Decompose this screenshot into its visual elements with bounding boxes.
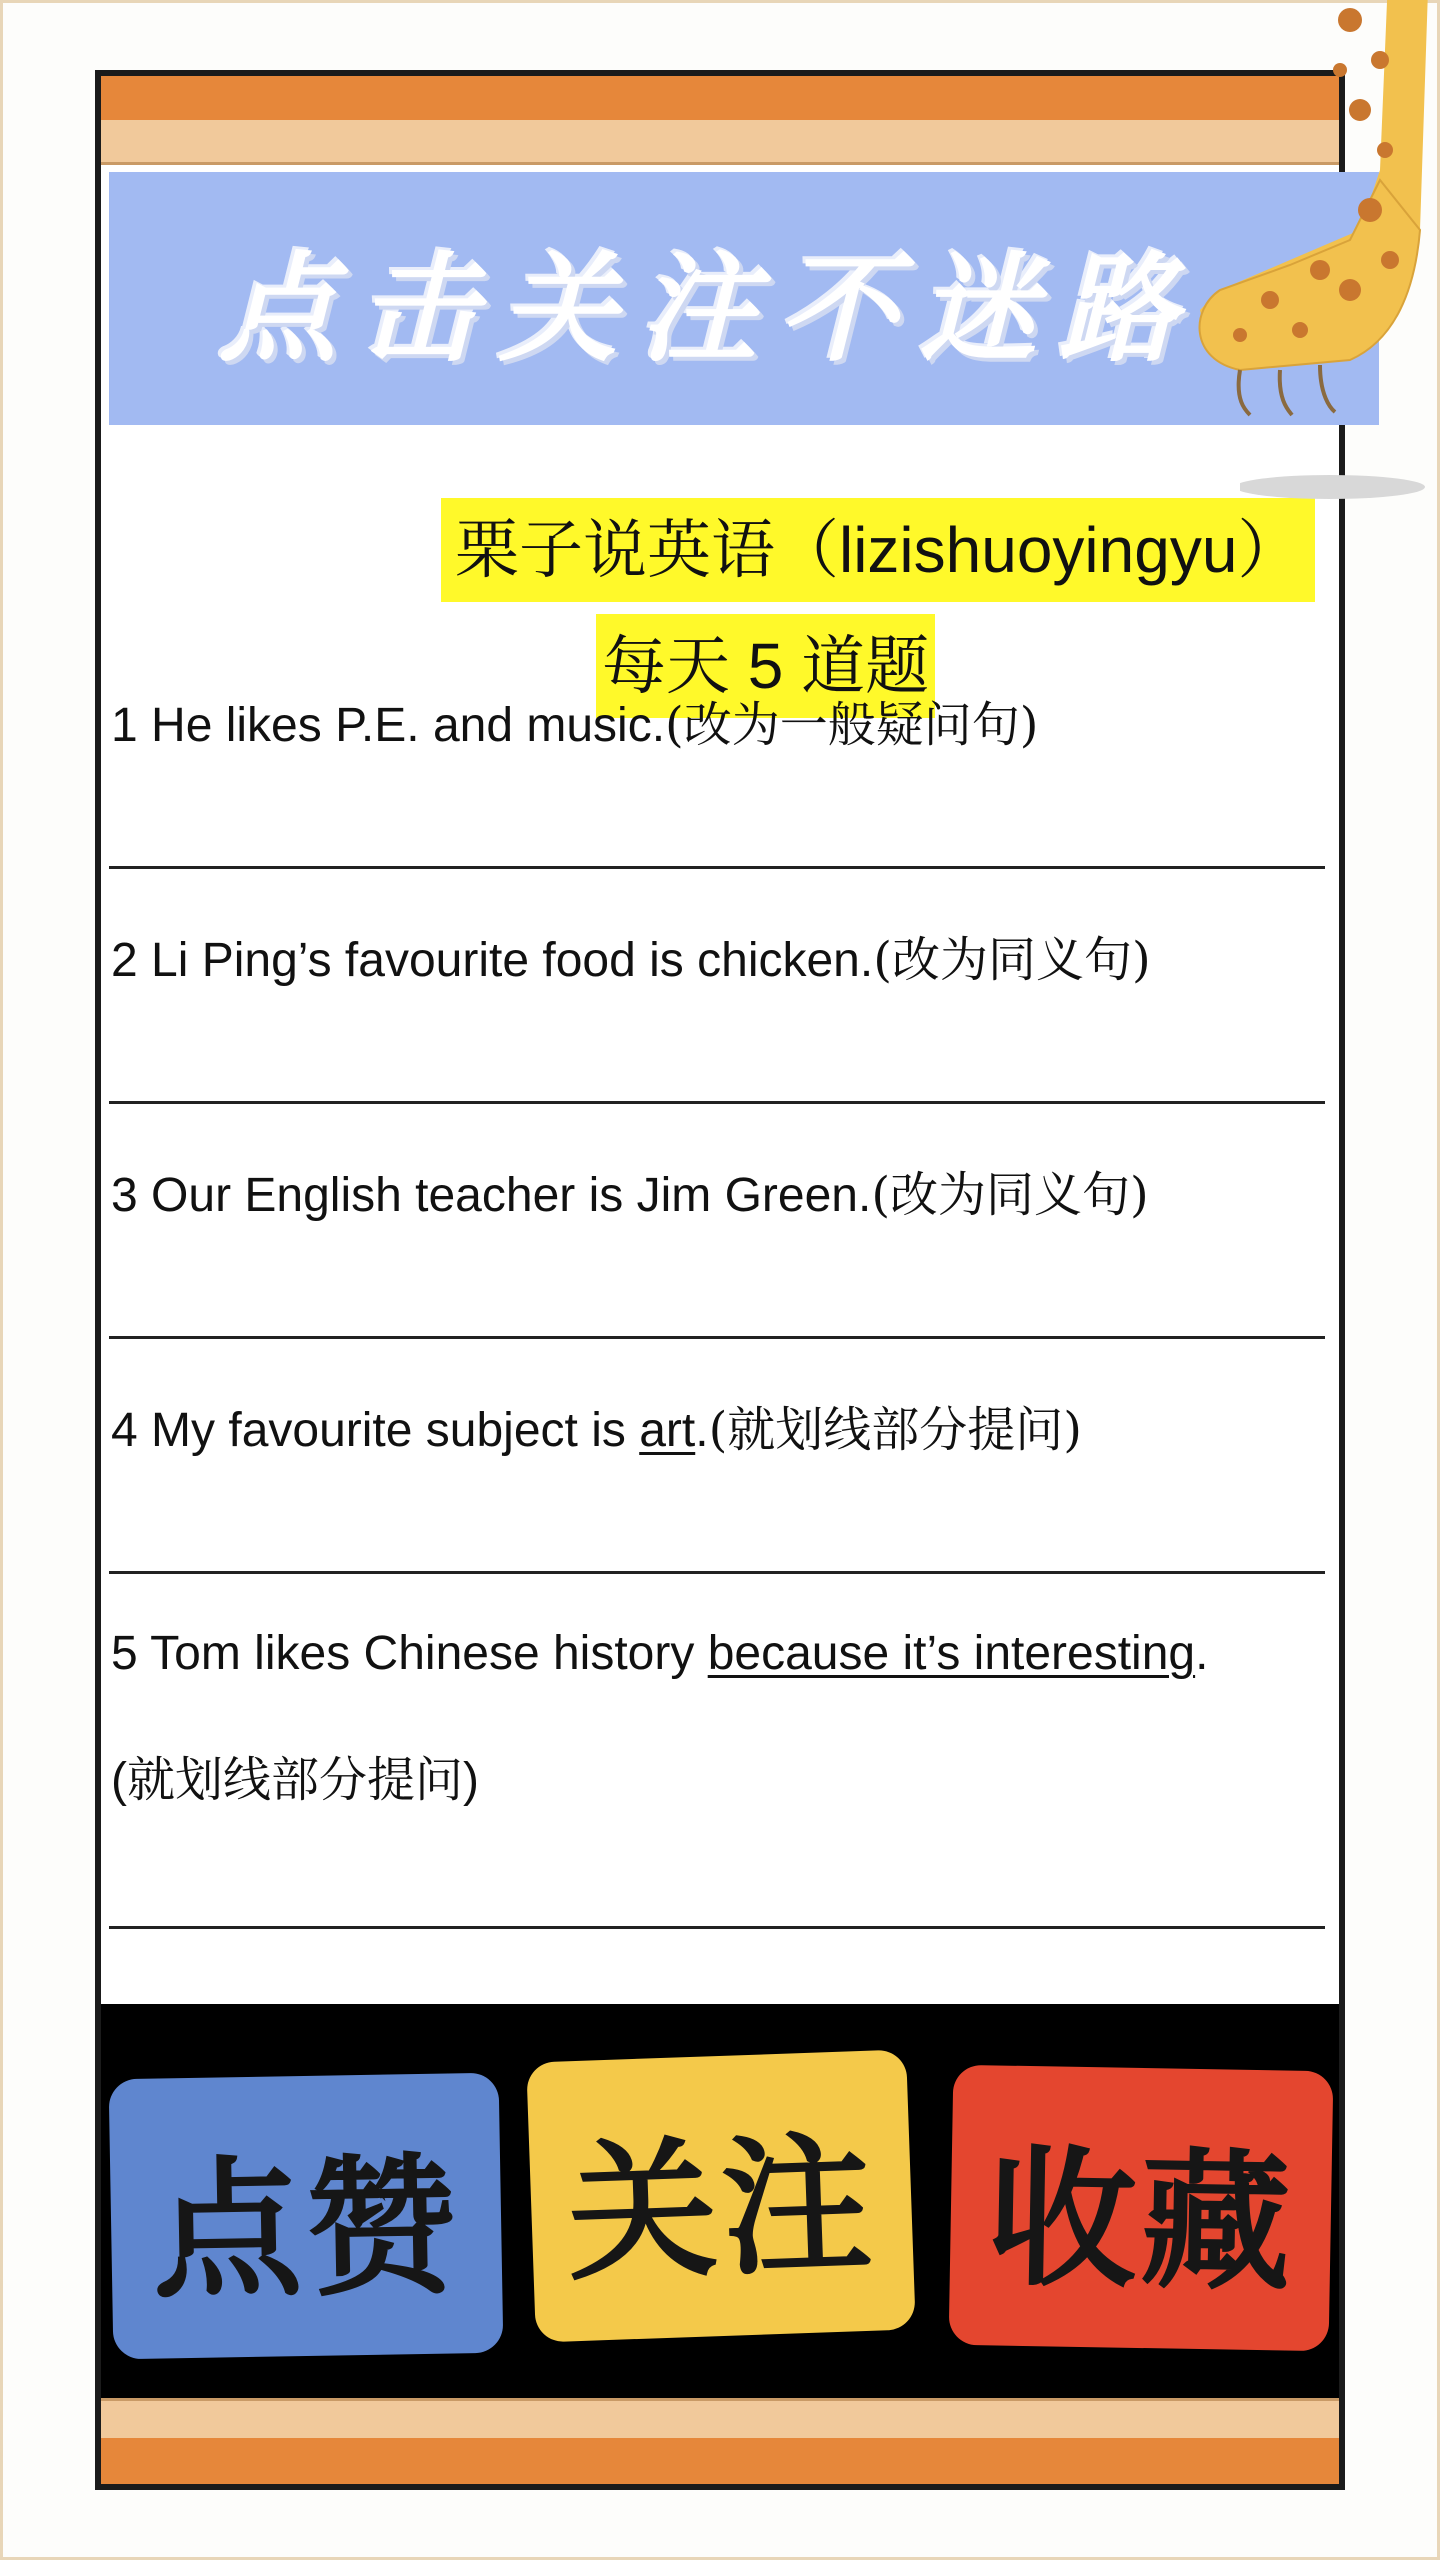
question-instruction: (改为同义句)	[871, 1167, 1149, 1223]
scroll-rod-top-inner	[101, 120, 1339, 165]
question-3	[111, 1156, 1149, 1225]
question-punct: .	[1195, 1627, 1209, 1680]
scroll-rod-top	[101, 76, 1339, 120]
header	[101, 426, 1339, 726]
like-button[interactable]: 点赞	[109, 2073, 504, 2360]
page-subtitle: 每天 5 道题	[596, 614, 935, 718]
answer-line-1[interactable]	[109, 866, 1325, 869]
cloud-shadow-icon	[1240, 470, 1440, 504]
question-text: 3 Our English teacher is Jim Green.	[111, 1169, 872, 1222]
answer-line-4[interactable]	[109, 1571, 1325, 1574]
save-button[interactable]: 收藏	[949, 2065, 1334, 2352]
answer-line-5[interactable]	[109, 1926, 1325, 1929]
underlined-phrase: because it’s interesting	[707, 1627, 1196, 1680]
follow-button[interactable]: 关注	[526, 2049, 916, 2342]
page-title: 栗子说英语（lizishuoyingyu）	[441, 498, 1315, 602]
banner-text: 点击关注不迷路	[219, 239, 1200, 378]
question-5	[111, 1626, 1208, 1681]
question-4	[111, 1391, 1082, 1460]
question-text: 4 My favourite subject is	[111, 1404, 640, 1457]
question-punct: .	[695, 1404, 709, 1457]
question-instruction: (改为同义句)	[873, 932, 1151, 988]
question-text: 1 He likes P.E. and music.	[111, 699, 666, 752]
question-text: 5 Tom likes Chinese history	[111, 1627, 708, 1680]
question-instruction: (改为一般疑问句)	[665, 697, 1039, 753]
underlined-phrase: art	[639, 1404, 696, 1457]
question-2	[111, 921, 1151, 990]
answer-line-3[interactable]	[109, 1336, 1325, 1339]
answer-line-2[interactable]	[109, 1101, 1325, 1104]
question-text: 2 Li Ping’s favourite food is chicken.	[111, 934, 874, 987]
question-1	[111, 686, 1039, 755]
scroll-poster	[95, 70, 1345, 2490]
scroll-rod-bottom	[101, 2438, 1339, 2484]
question-5-instruction: (就划线部分提问)	[111, 1754, 479, 1807]
giraffe-icon	[1180, 0, 1440, 490]
question-instruction: (就划线部分提问)	[708, 1402, 1083, 1458]
scroll-rod-bottom-inner	[101, 2398, 1339, 2441]
